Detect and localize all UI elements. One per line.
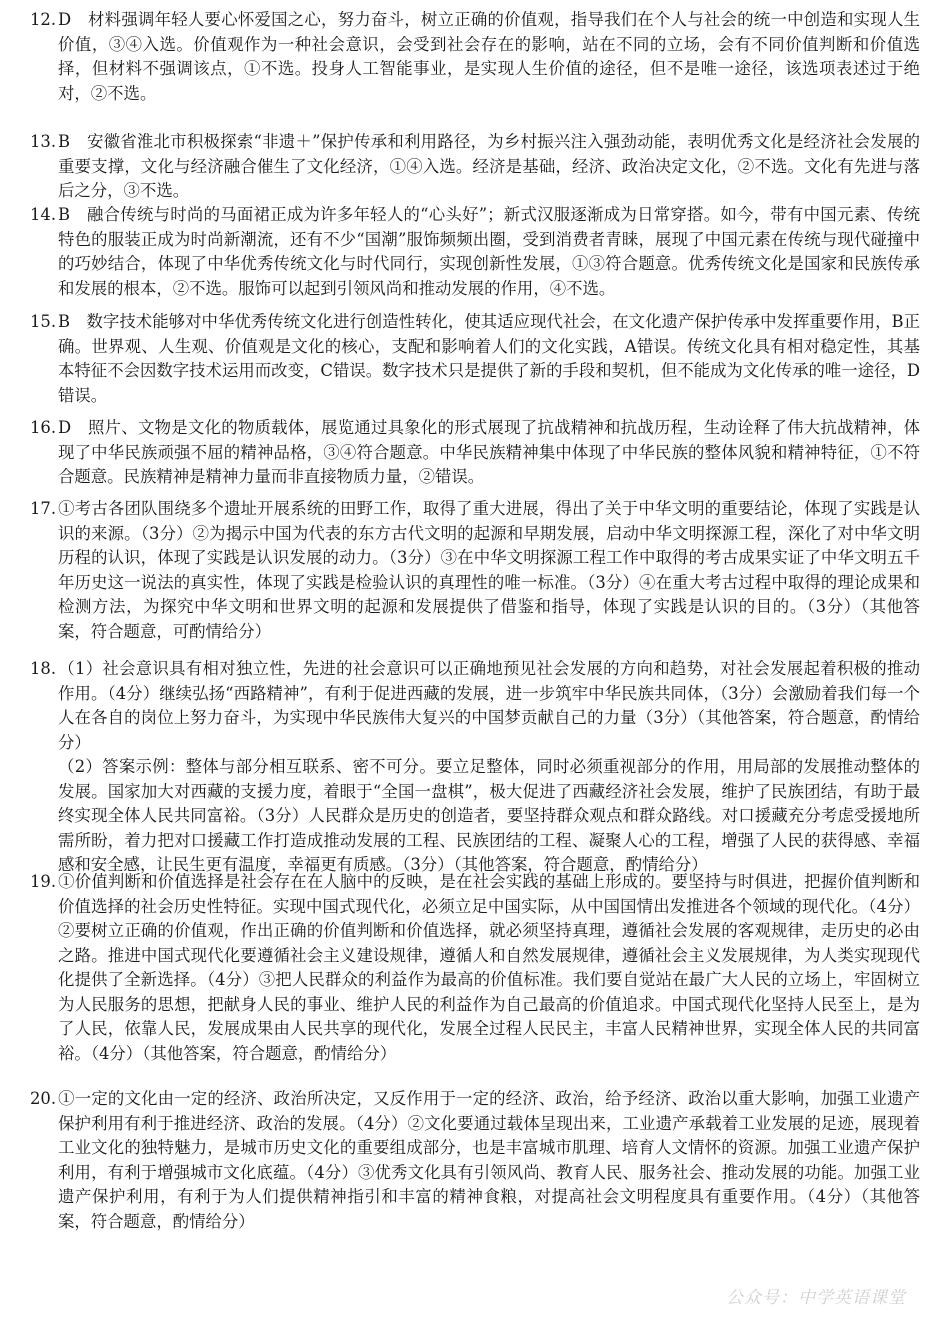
answer-number: 17. [30,499,57,518]
answer-19 [30,870,920,1066]
answer-text-part-2: （2）答案示例：整体与部分相互联系、密不可分。要立足整体，同时必须重视部分的作用，用局部的发展推动整体的发展。国家加大对西藏的支援力度，着眼于“全国一盘棋”，极大促进了西藏经济社会发展，维护了民族团结，有助于最终实现全体人民共同富裕。（3分）人民群众是历史的创造者，要坚持群众观点和群众路线。对口援藏充分考虑受援地所需所盼，着力把对口援藏工作打造成推动发展的工程、民族团结的工程、凝聚人心的工程，增强了人民的获得感、幸福感和安全感，让民生更有温度，幸福更有质感。（3分）（其他答案，符合题意，酌情给分） [58,757,920,874]
answer-text: B 安徽省淮北市积极探索“非遗＋”保护传承和利用路径，为乡村振兴注入强劲动能，表明优秀文化是经济社会发展的重要支撑，文化与经济融合催生了文化经济，①④入选。经济是基础，经济、政治决定文化，②不选。文化有先进与落后之分，③不选。 [58,132,920,200]
answer-number: 18. [30,659,57,678]
answer-number: 13. [30,132,57,151]
answer-text: ①考古各团队围绕多个遗址开展系统的田野工作，取得了重大进展，得出了关于中华文明的重要结论，体现了实践是认识的来源。（3分）②为揭示中国为代表的东方古代文明的起源和早期发展，启动中华文明探源工程，深化了对中华文明历程的认识，体现了实践是认识发展的动力。（3分）③在中华文明探源工程工作中取得的考古成果实证了中华文明五千年历史这一说法的真实性，体现了实践是检验认识的真理性的唯一标准。（3分）④在重大考古过程中取得的理论成果和检测方法，为探究中华文明和世界文明的起源和发展提供了借鉴和指导，体现了实践是认识的目的。（3分）（其他答案，符合题意，可酌情给分） [58,499,920,641]
answer-number: 19. [30,872,57,891]
answer-number: 20. [30,1089,57,1108]
answer-number: 15. [30,312,57,331]
answer-12 [30,8,920,106]
answer-text: D 照片、文物是文化的物质载体，展览通过具象化的形式展现了抗战精神和抗战历程，生动诠释了伟大抗战精神，体现了中华民族顽强不屈的精神品格，③④符合题意。中华民族精神集中体现了中华民族的整体风貌和精神特征，①不符合题意。民族精神是精神力量而非直接物质力量，②错误。 [58,418,920,486]
answer-text-part-1: （1）社会意识具有相对独立性，先进的社会意识可以正确地预见社会发展的方向和趋势，对社会发展起着积极的推动作用。（4分）继续弘扬“西路精神”，有利于促进西藏的发展，进一步筑牢中华民族共同体，（3分）会激励着我们每一个人在各自的岗位上努力奋斗，为实现中华民族伟大复兴的中国梦贡献自己的力量（3分）（其他答案，符合题意，酌情给分） [58,659,920,752]
answer-text: B 数字技术能够对中华优秀传统文化进行创造性转化，使其适应现代社会，在文化遗产保护传承中发挥重要作用，B正确。世界观、人生观、价值观是文化的核心，支配和影响着人们的文化实践，A错误。传统文化具有相对稳定性，其基本特征不会因数字技术运用而改变，C错误。数字技术只是提供了新的手段和契机，但不能成为文化传承的唯一途径，D错误。 [58,312,920,405]
answer-text: B 融合传统与时尚的马面裙正成为许多年轻人的“心头好”；新式汉服逐渐成为日常穿搭。如今，带有中国元素、传统特色的服装正成为时尚新潮流，还有不少“国潮”服饰频频出圈，受到消费者青睐，展现了中国元素在传统与现代碰撞中的巧妙结合，体现了中华优秀传统文化与时代同行，实现创新性发展，①③符合题意。优秀传统文化是国家和民族传承和发展的根本，②不选。服饰可以起到引领风尚和推动发展的作用，④不选。 [58,205,920,298]
answer-13 [30,130,920,204]
answer-text: D 材料强调年轻人要心怀爱国之心，努力奋斗，树立正确的价值观，指导我们在个人与社会的统一中创造和实现人生价值，③④入选。价值观作为一种社会意识，会受到社会存在的影响，站在不同的立场，会有不同价值判断和价值选择，但材料不强调该点，①不选。投身人工智能事业，是实现人生价值的途径，但不是唯一途径，该选项表述过于绝对，②不选。 [58,10,920,103]
watermark: 公众号：中学英语课堂 [726,1288,906,1308]
answer-18 [30,657,920,878]
answer-text: ①一定的文化由一定的经济、政治所决定，又反作用于一定的经济、政治，给予经济、政治以重大影响，加强工业遗产保护利用有利于推进经济、政治的发展。（4分）②文化要通过载体呈现出来，工业遗产承载着工业发展的足迹，展现着工业文化的独特魅力，是城市历史文化的重要组成部分，也是丰富城市肌理、培育人文情怀的资源。加强工业遗产保护利用，有利于增强城市文化底蕴。（4分）③优秀文化具有引领风尚、教育人民、服务社会、推动发展的功能。加强工业遗产保护利用，有利于为人们提供精神指引和丰富的精神食粮，对提高社会文明程度具有重要作用。（4分）（其他答案，符合题意，酌情给分） [58,1089,920,1231]
answer-17 [30,497,920,644]
answer-20 [30,1087,920,1234]
answer-15 [30,310,920,408]
answer-number: 16. [30,418,57,437]
answer-14 [30,203,920,301]
answer-text: ①价值判断和价值选择是社会存在在人脑中的反映，是在社会实践的基础上形成的。要坚持与时俱进，把握价值判断和价值选择的社会历史性特征。实现中国式现代化，必须立足中国实际，从中国国情出发推进各个领域的现代化。（4分）②要树立正确的价值观，作出正确的价值判断和价值选择，就必须坚持真理，遵循社会发展的客观规律，走历史的必由之路。推进中国式现代化要遵循社会主义建设规律，遵循人和自然发展规律，遵循社会主义发展规律，为人类实现现代化提供了全新选择。（4分）③把人民群众的利益作为最高的价值标准。我们要自觉站在最广大人民的立场上，牢固树立为人民服务的思想，把献身人民的事业、维护人民的利益作为自己最高的价值追求。中国式现代化坚持人民至上，是为了人民，依靠人民，发展成果由人民共享的现代化，发展全过程人民民主，丰富人民精神世界，实现全体人民的共同富裕。（4分）（其他答案，符合题意，酌情给分） [58,872,920,1063]
answer-number: 14. [30,205,57,224]
answer-16 [30,416,920,490]
answer-number: 12. [30,10,57,29]
